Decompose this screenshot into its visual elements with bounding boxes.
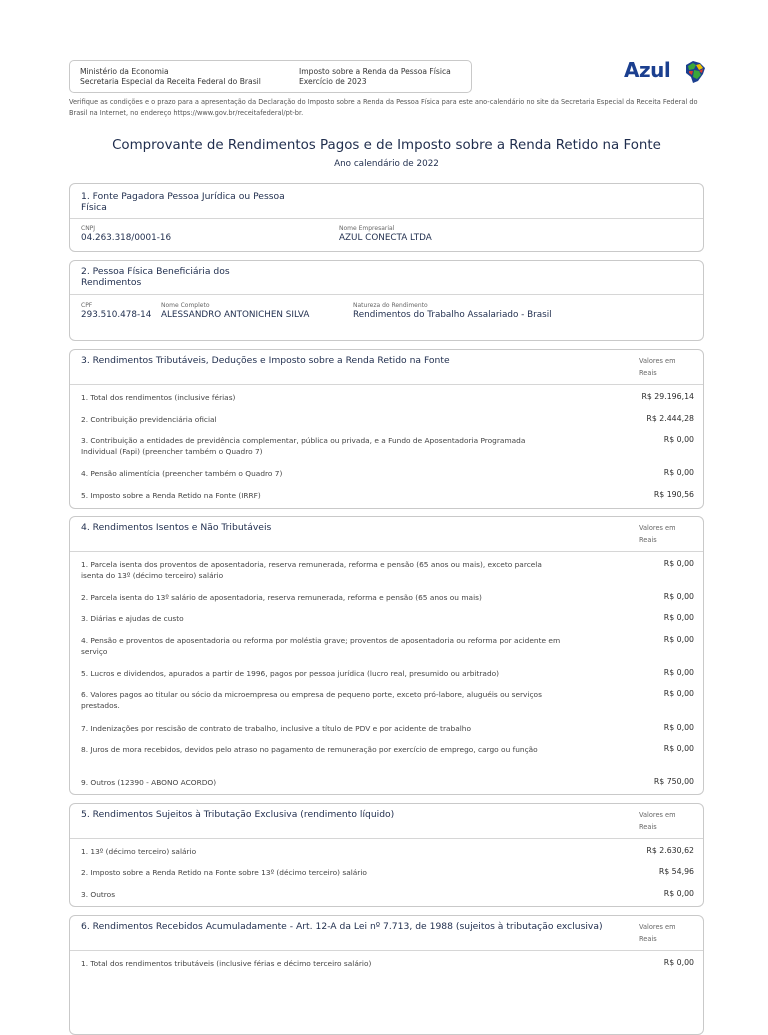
section-3-title: 3. Rendimentos Tributáveis, Deduções e Imposto sobre a Renda Retido na Fonte xyxy=(81,355,450,366)
section-divider xyxy=(70,218,703,219)
row-value: R$ 750,00 xyxy=(653,777,694,786)
row-value: R$ 0,00 xyxy=(663,958,694,967)
document-subtitle: Ano calendário de 2022 xyxy=(334,159,439,169)
row-label: 7. Indenizações por rescisão de contrato de trabalho, inclusive a título de PDV e por acidente de trabalho xyxy=(81,724,471,733)
row-label: 3. Outros xyxy=(81,890,116,899)
row-value: R$ 2.630,62 xyxy=(646,846,694,855)
section-1-card xyxy=(69,183,704,252)
notice-text: Verifique as condições e o prazo para a apresentação da Declaração do Imposto sobre a Renda da Pessoa Física para este ano-calendário no site da Secretaria Especial da Receita Federal do Brasil na Internet, no endereço https://www.gov.br/receitafederal/pt-br. xyxy=(69,98,698,117)
row-value: R$ 0,00 xyxy=(663,744,694,753)
values-header: Valores em Reais xyxy=(639,357,676,377)
section-5-title: 5. Rendimentos Sujeitos à Tributação Exclusiva (rendimento líquido) xyxy=(81,809,395,820)
section-2-title: 2. Pessoa Física Beneficiária dos Rendimentos xyxy=(81,266,230,288)
row-label: 3. Diárias e ajudas de custo xyxy=(81,614,184,623)
row-value: R$ 0,00 xyxy=(663,613,694,622)
cnpj-value: 04.263.318/0001-16 xyxy=(81,233,172,243)
tax-name: Imposto sobre a Renda da Pessoa Física xyxy=(299,67,451,76)
cpf-label: CPF xyxy=(81,302,93,309)
cnpj-label: CNPJ xyxy=(81,225,96,232)
row-value: R$ 29.196,14 xyxy=(641,392,694,401)
row-value: R$ 0,00 xyxy=(663,668,694,677)
section-divider xyxy=(70,384,703,385)
row-value: R$ 2.444,28 xyxy=(646,414,694,423)
row-label: 5. Imposto sobre a Renda Retido na Fonte (IRRF) xyxy=(81,491,261,500)
values-header: Valores em Reais xyxy=(639,524,676,544)
row-value: R$ 0,00 xyxy=(663,723,694,732)
section-divider xyxy=(70,838,703,839)
income-nature-value: Rendimentos do Trabalho Assalariado - Brasil xyxy=(353,310,552,320)
row-label: 3. Contribuição a entidades de previdência complementar, pública ou privada, e a Fundo de Aposentadoria Programada Individual (Fapi) (preencher também o Quadro 7) xyxy=(81,436,526,456)
ministry-name: Ministério da Economia xyxy=(80,67,169,76)
section-divider xyxy=(70,950,703,951)
section-6-title: 6. Rendimentos Recebidos Acumuladamente - Art. 12-A da Lei nº 7.713, de 1988 (sujeitos à tributação exclusiva) xyxy=(81,921,603,932)
row-value: R$ 54,96 xyxy=(658,867,694,876)
company-label: Nome Empresarial xyxy=(339,225,395,232)
company-value: AZUL CONECTA LTDA xyxy=(339,233,432,243)
row-label: 1. 13º (décimo terceiro) salário xyxy=(81,847,197,856)
azul-logo xyxy=(624,58,714,86)
row-value: R$ 0,00 xyxy=(663,468,694,477)
row-label: 8. Juros de mora recebidos, devidos pelo atraso no pagamento de remuneração por exercício de emprego, cargo ou função xyxy=(81,745,538,754)
row-value: R$ 0,00 xyxy=(663,559,694,568)
section-1-title: 1. Fonte Pagadora Pessoa Jurídica ou Pessoa Física xyxy=(81,191,285,213)
cpf-value: 293.510.478-14 xyxy=(81,310,152,320)
row-label: 2. Contribuição previdenciária oficial xyxy=(81,415,217,424)
exercise-year: Exercício de 2023 xyxy=(299,77,367,86)
section-3-card xyxy=(69,349,704,509)
row-label: 2. Parcela isenta do 13º salário de aposentadoria, reserva remunerada, reforma e pensão (65 anos ou mais) xyxy=(81,593,482,602)
full-name-value: ALESSANDRO ANTONICHEN SILVA xyxy=(161,310,310,320)
row-label: 9. Outros (12390 - ABONO ACORDO) xyxy=(81,778,217,787)
row-value: R$ 0,00 xyxy=(663,435,694,444)
section-5-card xyxy=(69,803,704,907)
row-value: R$ 0,00 xyxy=(663,635,694,644)
section-4-title: 4. Rendimentos Isentos e Não Tributáveis xyxy=(81,522,272,533)
row-label: 5. Lucros e dividendos, apurados a partir de 1996, pagos por pessoa jurídica (lucro real, presumido ou arbitrado) xyxy=(81,669,500,678)
section-4-card xyxy=(69,516,704,795)
row-label: 1. Total dos rendimentos tributáveis (inclusive férias e décimo terceiro salário) xyxy=(81,959,372,968)
ministry-info xyxy=(80,67,261,87)
row-label: 2. Imposto sobre a Renda Retido na Fonte sobre 13º (décimo terceiro) salário xyxy=(81,868,367,877)
row-label: 6. Valores pagos ao titular ou sócio da microempresa ou empresa de pequeno porte, exceto pró-labore, aluguéis ou serviços prestados. xyxy=(81,690,542,710)
row-value: R$ 0,00 xyxy=(663,592,694,601)
secretariat-name: Secretaria Especial da Receita Federal do Brasil xyxy=(80,77,261,86)
full-name-label: Nome Completo xyxy=(161,302,210,309)
row-label: 1. Parcela isenta dos proventos de aposentadoria, reserva remunerada, reforma e pensão (65 anos ou mais), exceto parcela isenta do 13º (décimo terceiro) salário xyxy=(81,560,542,580)
row-label: 1. Total dos rendimentos (inclusive férias) xyxy=(81,393,236,402)
header-info-box xyxy=(69,60,472,93)
section-6-card xyxy=(69,915,704,1035)
row-label: 4. Pensão e proventos de aposentadoria ou reforma por moléstia grave; proventos de aposentadoria ou reforma por acidente em serviço xyxy=(81,636,561,656)
document-title: Comprovante de Rendimentos Pagos e de Imposto sobre a Renda Retido na Fonte xyxy=(112,138,661,153)
section-divider xyxy=(70,294,703,295)
tax-info xyxy=(299,67,451,87)
brazil-map-icon xyxy=(682,59,708,85)
row-value: R$ 0,00 xyxy=(663,889,694,898)
section-2-card xyxy=(69,260,704,341)
values-header: Valores em Reais xyxy=(639,811,676,831)
income-nature-label: Natureza do Rendimento xyxy=(353,302,428,309)
section-divider xyxy=(70,551,703,552)
values-header: Valores em Reais xyxy=(639,923,676,943)
row-label: 4. Pensão alimentícia (preencher também o Quadro 7) xyxy=(81,469,283,478)
row-value: R$ 0,00 xyxy=(663,689,694,698)
logo-wordmark: Azul xyxy=(624,58,671,82)
row-value: R$ 190,56 xyxy=(653,490,694,499)
